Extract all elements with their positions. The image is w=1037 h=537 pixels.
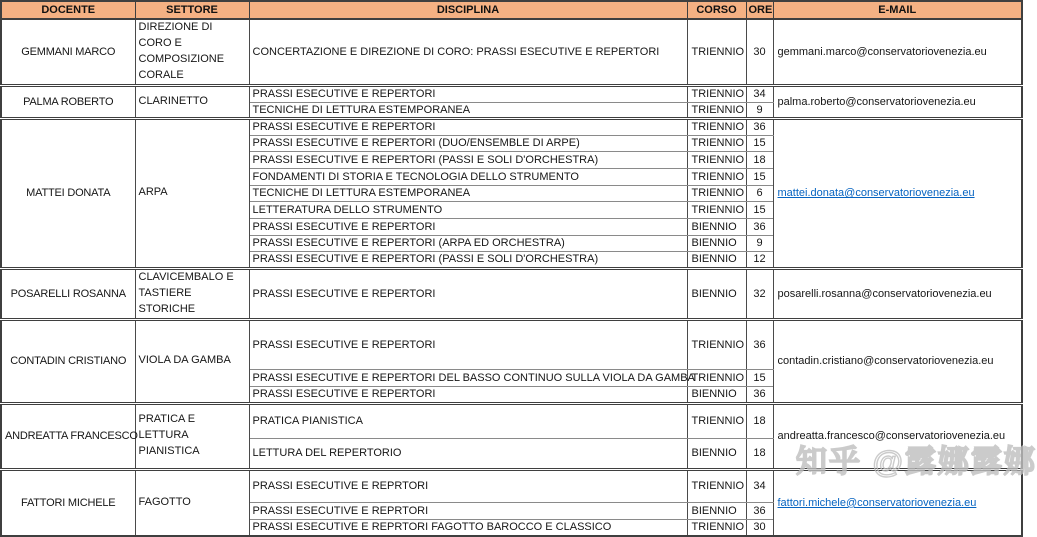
disciplina-cell[interactable]: PRASSI ESECUTIVE E REPERTORI [249, 386, 687, 403]
ore-cell[interactable]: 18 [746, 438, 773, 469]
corso-cell[interactable]: TRIENNIO [687, 519, 746, 536]
corso-cell[interactable]: BIENNIO [687, 502, 746, 519]
settore-cell[interactable]: PRATICA E LETTURA PIANISTICA [135, 403, 249, 469]
settore-cell[interactable]: CLAVICEMBALO E TASTIERE STORICHE [135, 268, 249, 319]
corso-cell[interactable]: TRIENNIO [687, 168, 746, 185]
column-header-disciplina[interactable]: DISCIPLINA [249, 1, 687, 19]
ore-cell[interactable]: 18 [746, 151, 773, 168]
disciplina-cell[interactable]: PRASSI ESECUTIVE E REPERTORI (PASSI E SOLI D'ORCHESTRA) [249, 251, 687, 268]
ore-cell[interactable]: 18 [746, 403, 773, 438]
disciplina-cell[interactable]: PRASSI ESECUTIVE E REPRTORI [249, 502, 687, 519]
email-text: contadin.cristiano@conservatoriovenezia.eu [777, 355, 994, 368]
table-row [1, 118, 1022, 135]
corso-cell[interactable]: TRIENNIO [687, 403, 746, 438]
corso-cell[interactable]: BIENNIO [687, 235, 746, 251]
settore-cell[interactable]: ARPA [135, 118, 249, 268]
corso-cell[interactable]: TRIENNIO [687, 319, 746, 369]
ore-cell[interactable]: 30 [746, 19, 773, 85]
table-row [1, 319, 1022, 369]
settore-cell[interactable]: CLARINETTO [135, 85, 249, 118]
ore-cell[interactable]: 36 [746, 386, 773, 403]
table-row [1, 403, 1022, 438]
table-row [1, 268, 1022, 319]
email-link[interactable]: mattei.donata@conservatoriovenezia.eu [777, 187, 975, 200]
ore-cell[interactable]: 6 [746, 185, 773, 201]
disciplina-cell[interactable]: PRATICA PIANISTICA [249, 403, 687, 438]
column-header-docente[interactable]: DOCENTE [1, 1, 135, 19]
disciplina-cell[interactable]: PRASSI ESECUTIVE E REPERTORI (DUO/ENSEMBLE DI ARPE) [249, 135, 687, 151]
docente-cell[interactable]: ANDREATTA FRANCESCO [1, 403, 135, 469]
disciplina-cell[interactable]: PRASSI ESECUTIVE E REPERTORI [249, 118, 687, 135]
disciplina-cell[interactable]: LETTERATURA DELLO STRUMENTO [249, 201, 687, 218]
ore-cell[interactable]: 15 [746, 168, 773, 185]
table-header [1, 1, 1022, 19]
column-header-ore[interactable]: ORE [746, 1, 773, 19]
disciplina-cell[interactable]: PRASSI ESECUTIVE E REPERTORI (ARPA ED ORCHESTRA) [249, 235, 687, 251]
docente-cell[interactable]: GEMMANI MARCO [1, 19, 135, 85]
email-cell[interactable] [773, 85, 1022, 118]
ore-cell[interactable]: 32 [746, 268, 773, 319]
table-row [1, 19, 1022, 85]
corso-cell[interactable]: TRIENNIO [687, 102, 746, 118]
ore-cell[interactable]: 36 [746, 502, 773, 519]
corso-cell[interactable]: TRIENNIO [687, 19, 746, 85]
ore-cell[interactable]: 36 [746, 118, 773, 135]
ore-cell[interactable]: 15 [746, 369, 773, 386]
disciplina-cell[interactable]: PRASSI ESECUTIVE E REPERTORI [249, 319, 687, 369]
email-cell[interactable] [773, 268, 1022, 319]
ore-cell[interactable]: 9 [746, 102, 773, 118]
corso-cell[interactable]: BIENNIO [687, 268, 746, 319]
corso-cell[interactable]: TRIENNIO [687, 185, 746, 201]
column-header-corso[interactable]: CORSO [687, 1, 746, 19]
ore-cell[interactable]: 34 [746, 85, 773, 102]
corso-cell[interactable]: BIENNIO [687, 218, 746, 235]
disciplina-cell[interactable]: LETTURA DEL REPERTORIO [249, 438, 687, 469]
corso-cell[interactable]: TRIENNIO [687, 151, 746, 168]
column-header-settore[interactable]: SETTORE [135, 1, 249, 19]
disciplina-cell[interactable]: CONCERTAZIONE E DIREZIONE DI CORO: PRASSI ESECUTIVE E REPERTORI [249, 19, 687, 85]
settore-cell[interactable]: DIREZIONE DI CORO E COMPOSIZIONE CORALE [135, 19, 249, 85]
ore-cell[interactable]: 9 [746, 235, 773, 251]
corso-cell[interactable]: BIENNIO [687, 251, 746, 268]
docente-cell[interactable]: FATTORI MICHELE [1, 469, 135, 536]
disciplina-cell[interactable]: PRASSI ESECUTIVE E REPRTORI FAGOTTO BAROCCO E CLASSICO [249, 519, 687, 536]
email-cell[interactable] [773, 319, 1022, 403]
disciplina-cell[interactable]: PRASSI ESECUTIVE E REPERTORI [249, 218, 687, 235]
table-row [1, 469, 1022, 502]
disciplina-cell[interactable]: PRASSI ESECUTIVE E REPERTORI DEL BASSO CONTINUO SULLA VIOLA DA GAMBA [249, 369, 687, 386]
column-header-email[interactable]: E-MAIL [773, 1, 1022, 19]
docente-cell[interactable]: CONTADIN CRISTIANO [1, 319, 135, 403]
table-body [1, 19, 1022, 536]
disciplina-cell[interactable]: FONDAMENTI DI STORIA E TECNOLOGIA DELLO STRUMENTO [249, 168, 687, 185]
ore-cell[interactable]: 36 [746, 218, 773, 235]
disciplina-cell[interactable]: PRASSI ESECUTIVE E REPERTORI [249, 85, 687, 102]
corso-cell[interactable]: TRIENNIO [687, 118, 746, 135]
ore-cell[interactable]: 30 [746, 519, 773, 536]
ore-cell[interactable]: 15 [746, 135, 773, 151]
email-cell[interactable] [773, 118, 1022, 268]
disciplina-cell[interactable]: TECNICHE DI LETTURA ESTEMPORANEA [249, 102, 687, 118]
ore-cell[interactable]: 34 [746, 469, 773, 502]
email-text: palma.roberto@conservatoriovenezia.eu [777, 95, 976, 108]
settore-cell[interactable]: VIOLA DA GAMBA [135, 319, 249, 403]
disciplina-cell[interactable]: PRASSI ESECUTIVE E REPERTORI (PASSI E SOLI D'ORCHESTRA) [249, 151, 687, 168]
docente-cell[interactable]: PALMA ROBERTO [1, 85, 135, 118]
corso-cell[interactable]: TRIENNIO [687, 469, 746, 502]
ore-cell[interactable]: 12 [746, 251, 773, 268]
disciplina-cell[interactable]: TECNICHE DI LETTURA ESTEMPORANEA [249, 185, 687, 201]
email-cell[interactable] [773, 469, 1022, 536]
disciplina-cell[interactable]: PRASSI ESECUTIVE E REPERTORI [249, 268, 687, 319]
corso-cell[interactable]: TRIENNIO [687, 135, 746, 151]
ore-cell[interactable]: 15 [746, 201, 773, 218]
email-text: posarelli.rosanna@conservatoriovenezia.eu [777, 287, 992, 300]
email-link[interactable]: fattori.michele@conservatoriovenezia.eu [777, 496, 977, 509]
disciplina-cell[interactable]: PRASSI ESECUTIVE E REPRTORI [249, 469, 687, 502]
ore-cell[interactable]: 36 [746, 319, 773, 369]
corso-cell[interactable]: BIENNIO [687, 438, 746, 469]
corso-cell[interactable]: TRIENNIO [687, 201, 746, 218]
corso-cell[interactable]: BIENNIO [687, 386, 746, 403]
corso-cell[interactable]: TRIENNIO [687, 85, 746, 102]
email-text: gemmani.marco@conservatoriovenezia.eu [777, 45, 987, 58]
docente-cell[interactable]: POSARELLI ROSANNA [1, 268, 135, 319]
corso-cell[interactable]: TRIENNIO [687, 369, 746, 386]
email-cell[interactable] [773, 403, 1022, 469]
email-text: andreatta.francesco@conservatoriovenezia.eu [777, 430, 1006, 443]
table-row [1, 85, 1022, 102]
email-cell[interactable] [773, 19, 1022, 85]
settore-cell[interactable]: FAGOTTO [135, 469, 249, 536]
docente-cell[interactable]: MATTEI DONATA [1, 118, 135, 268]
